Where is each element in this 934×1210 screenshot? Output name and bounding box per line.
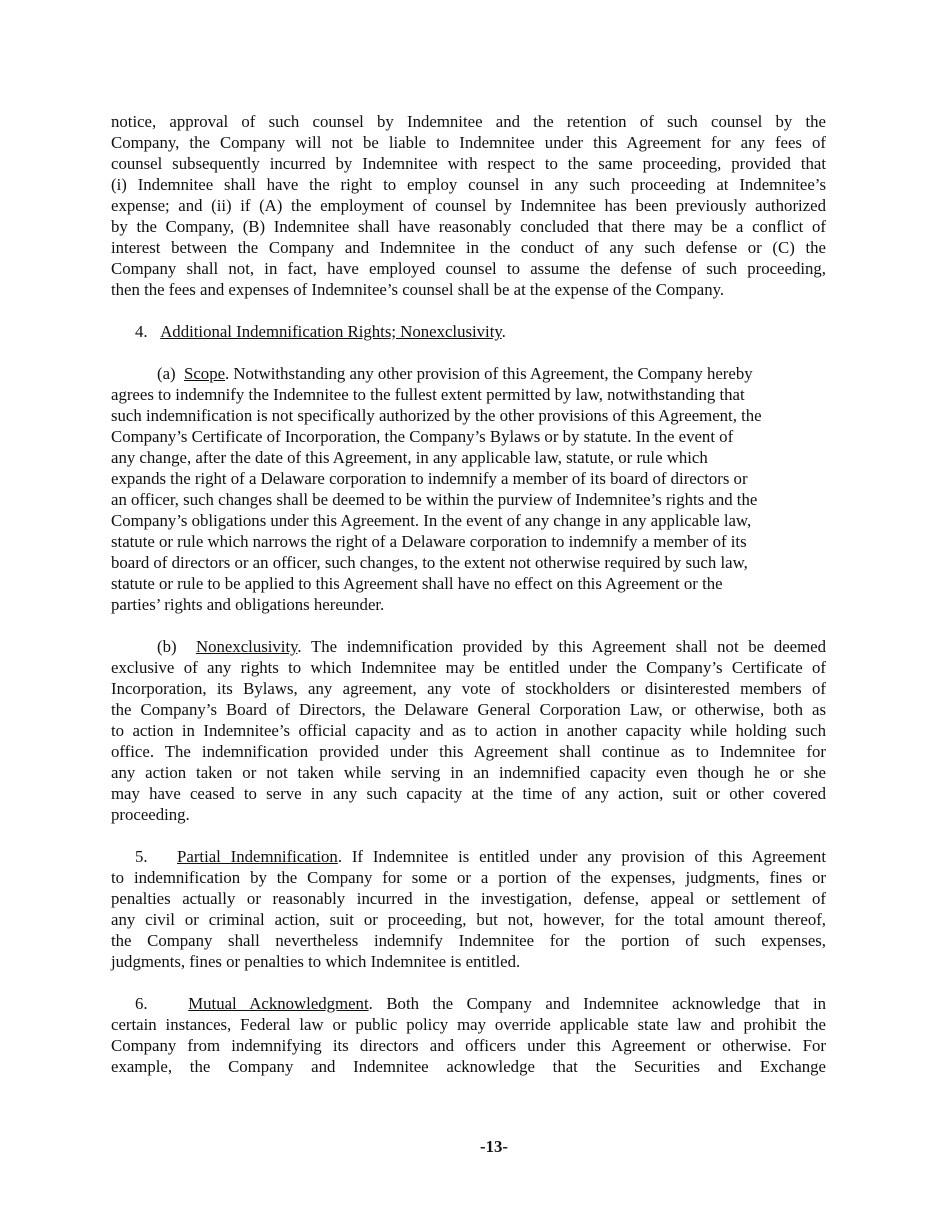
- text-line: statute or rule which narrows the right of a Delaware corporation to indemnify a member of its: [111, 532, 747, 551]
- text-line: exclusive of any rights to which Indemnitee may be entitled under the Company’s Certificate of: [111, 658, 826, 677]
- text-line: interest between the Company and Indemnitee in the conduct of any such defense or (C) the: [111, 238, 826, 257]
- paragraph-number: 6.: [135, 994, 148, 1013]
- paragraph-number: (a): [157, 364, 176, 383]
- text-line: Company’s Certificate of Incorporation, the Company’s Bylaws or by statute. In the event of: [111, 427, 734, 446]
- text-line: counsel subsequently incurred by Indemnitee with respect to the same proceeding, provided that: [111, 154, 826, 173]
- page-number: -13-: [480, 1137, 508, 1156]
- paragraph-heading: Additional Indemnification Rights; Nonexclusivity: [160, 322, 502, 341]
- line-text: . If Indemnitee is entitled under any provision of this Agreement: [337, 847, 826, 866]
- paragraph-6: [111, 993, 826, 1077]
- text-line: [111, 363, 826, 384]
- text-line: to action in Indemnitee’s official capacity and as to action in another capacity while holding such: [111, 721, 826, 740]
- text-line: by the Company, (B) Indemnitee shall have reasonably concluded that there may be a conflict of: [111, 217, 826, 236]
- paragraph-heading: Mutual Acknowledgment: [188, 994, 369, 1013]
- text-line: the Company shall nevertheless indemnify Indemnitee for the portion of such expenses,: [111, 931, 826, 950]
- text-line: may have ceased to serve in any such capacity at the time of any action, suit or other covered: [111, 784, 826, 803]
- paragraph-spacer: [111, 615, 826, 636]
- paragraph-number: 4.: [135, 322, 148, 341]
- paragraph-heading: Scope: [184, 364, 226, 383]
- paragraph-number: (b): [157, 637, 177, 656]
- text-line: Company from indemnifying its directors and officers under this Agreement or otherwise. For: [111, 1036, 826, 1055]
- paragraph-spacer: [111, 972, 826, 993]
- line-text: .: [501, 322, 506, 341]
- text-line: statute or rule to be applied to this Agreement shall have no effect on this Agreement or the: [111, 574, 723, 593]
- text-line: any civil or criminal action, suit or proceeding, but not, however, for the total amount thereof,: [111, 910, 826, 929]
- paragraph-spacer: [111, 825, 826, 846]
- text-line: Company, the Company will not be liable to Indemnitee under this Agreement for any fees of: [111, 133, 826, 152]
- text-line: parties’ rights and obligations hereunder.: [111, 595, 385, 614]
- text-line: judgments, fines or penalties to which Indemnitee is entitled.: [111, 952, 521, 971]
- text-line: an officer, such changes shall be deemed to be within the purview of Indemnitee’s rights and the: [111, 490, 758, 509]
- text-line: to indemnification by the Company for some or a portion of the expenses, judgments, fines or: [111, 868, 826, 887]
- text-line: proceeding.: [111, 805, 190, 824]
- text-line: board of directors or an officer, such changes, to the extent not otherwise required by such law,: [111, 553, 748, 572]
- text-line: agrees to indemnify the Indemnitee to the fullest extent permitted by law, notwithstanding that: [111, 385, 745, 404]
- text-line: [111, 636, 826, 657]
- paragraph-4: [111, 321, 826, 342]
- line-text: . Both the Company and Indemnitee acknowledge that in: [368, 994, 826, 1013]
- text-line: expands the right of a Delaware corporation to indemnify a member of its board of directors or: [111, 469, 748, 488]
- line-text: . The indemnification provided by this Agreement shall not be deemed: [297, 637, 826, 656]
- text-line: such indemnification is not specifically authorized by the other provisions of this Agreement, the: [111, 406, 762, 425]
- text-line: the Company’s Board of Directors, the Delaware General Corporation Law, or otherwise, both as: [111, 700, 826, 719]
- paragraph-spacer: [111, 342, 826, 363]
- paragraph-b: [111, 636, 826, 825]
- text-line: certain instances, Federal law or public policy may override applicable state law and prohibit the: [111, 1015, 826, 1034]
- text-line: then the fees and expenses of Indemnitee’s counsel shall be at the expense of the Company.: [111, 280, 725, 299]
- text-line: any action taken or not taken while serving in an indemnified capacity even though he or she: [111, 763, 826, 782]
- text-line: Company shall not, in fact, have employed counsel to assume the defense of such proceeding,: [111, 259, 826, 278]
- paragraph-5: [111, 846, 826, 972]
- line-text: . Notwithstanding any other provision of this Agreement, the Company hereby: [225, 364, 753, 383]
- paragraph-heading: Partial Indemnification: [177, 847, 338, 866]
- text-line: [111, 321, 826, 342]
- paragraph-number: 5.: [135, 847, 148, 866]
- paragraph-heading: Nonexclusivity: [195, 637, 298, 656]
- text-line: office. The indemnification provided under this Agreement shall continue as to Indemnitee for: [111, 742, 826, 761]
- text-line: (i) Indemnitee shall have the right to employ counsel in any such proceeding at Indemnitee’s: [111, 175, 826, 194]
- text-line: penalties actually or reasonably incurred in the investigation, defense, appeal or settlement of: [111, 889, 826, 908]
- text-line: [111, 993, 826, 1014]
- text-line: Incorporation, its Bylaws, any agreement, any vote of stockholders or disinterested members of: [111, 679, 826, 698]
- document-page: [111, 111, 826, 1077]
- paragraph-spacer: [111, 300, 826, 321]
- text-line: [111, 846, 826, 867]
- text-line: any change, after the date of this Agreement, in any applicable law, statute, or rule which: [111, 448, 708, 467]
- paragraph-continued: [111, 111, 826, 300]
- text-line: Company’s obligations under this Agreement. In the event of any change in any applicable law,: [111, 511, 752, 530]
- paragraph-a: [111, 363, 826, 615]
- text-line: notice, approval of such counsel by Indemnitee and the retention of such counsel by the: [111, 112, 826, 131]
- text-line: example, the Company and Indemnitee acknowledge that the Securities and Exchange: [111, 1057, 826, 1076]
- text-line: expense; and (ii) if (A) the employment of counsel by Indemnitee has been previously authorized: [111, 196, 826, 215]
